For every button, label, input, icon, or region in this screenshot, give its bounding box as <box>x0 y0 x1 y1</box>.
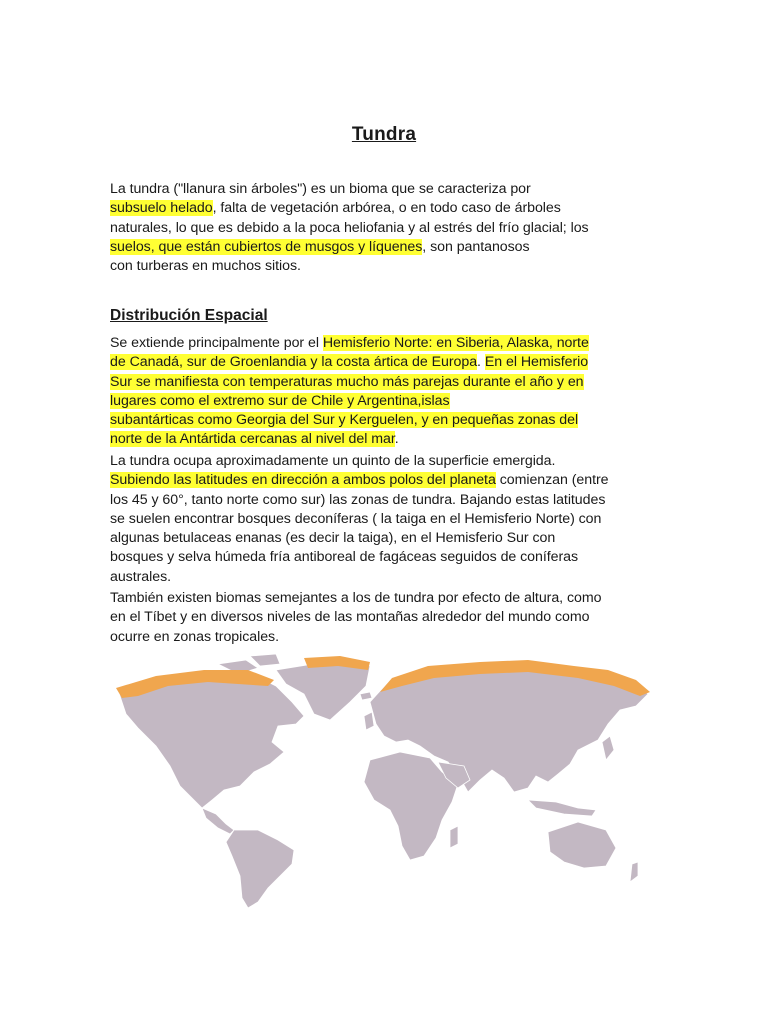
text-line <box>110 471 670 490</box>
text-line <box>110 430 670 449</box>
text-run: con turberas en muchos sitios. <box>110 258 301 275</box>
coverage-paragraph <box>110 452 670 587</box>
text-run: La tundra ocupa aproximadamente un quinto de la superficie emergida. <box>110 453 556 469</box>
page-title: Tundra <box>351 124 417 145</box>
land-masses <box>118 654 648 908</box>
text-run: se suelen encontrar bosques deconíferas ( la taiga en el Hemisferio Norte) con <box>110 510 602 527</box>
section-heading: Distribución Espacial <box>110 307 268 324</box>
text-line <box>110 568 670 587</box>
text-line <box>110 411 670 430</box>
text-line <box>110 180 670 199</box>
distribution-paragraph <box>110 334 670 450</box>
highlighted-text: lugares como el extremo sur de Chile y Argentina,islas <box>110 392 450 409</box>
text-run: bosques y selva húmeda fría antiboreal de fagáceas seguidos de coníferas <box>110 549 579 566</box>
text-line <box>110 491 670 510</box>
text-line <box>110 373 670 392</box>
text-run: También existen biomas semejantes a los de tundra por efecto de altura, como <box>110 590 602 606</box>
highlighted-text: subsuelo helado <box>110 200 213 217</box>
highlighted-text: norte de la Antártida cercanas al nivel del mar <box>110 431 395 448</box>
text-run: Se extiende principalmente por el <box>110 335 323 351</box>
text-line <box>110 548 670 567</box>
world-map-icon <box>108 650 660 912</box>
highlighted-text: de Canadá, sur de Groenlandia y la costa ártica de Europa <box>110 354 478 371</box>
highlighted-text: Hemisferio Norte: en Siberia, Alaska, norte <box>322 335 589 351</box>
highlighted-text: Subiendo las latitudes en dirección a ambos polos del planeta <box>110 472 496 489</box>
text-run: los 45 y 60°, tanto norte como sur) las zonas de tundra. Bajando estas latitudes <box>110 491 606 508</box>
text-line <box>110 452 670 471</box>
altitude-paragraph <box>110 589 670 647</box>
text-line <box>110 257 670 276</box>
text-line <box>110 199 670 218</box>
highlighted-text: Sur se manifiesta con temperaturas mucho más parejas durante el año y en <box>110 373 584 390</box>
text-line <box>110 392 670 411</box>
world-map-image <box>108 650 660 912</box>
text-line <box>110 334 670 353</box>
text-run: . <box>394 431 399 448</box>
highlighted-text: subantárticas como Georgia del Sur y Kerguelen, y en pequeñas zonas del <box>110 412 579 429</box>
text-run: algunas betulaceas enanas (es decir la taiga), en el Hemisferio Sur con <box>110 530 556 547</box>
text-run: . <box>477 354 485 371</box>
text-run: en el Tíbet y en diversos niveles de las montañas alrededor del mundo como <box>110 609 590 626</box>
text-run: australes. <box>110 568 172 585</box>
text-run: naturales, lo que es debido a la poca heliofania y al estrés del frío glacial; los <box>110 219 589 236</box>
text-line <box>110 529 670 548</box>
text-run: comienzan (entre <box>495 472 609 489</box>
text-line <box>110 628 670 647</box>
text-line <box>110 608 670 627</box>
text-run: , falta de vegetación arbórea, o en todo caso de árboles <box>212 200 561 217</box>
text-line <box>110 219 670 238</box>
text-line <box>110 353 670 372</box>
text-line <box>110 589 670 608</box>
text-line <box>110 238 670 257</box>
text-run: , son pantanosos <box>422 238 530 255</box>
text-run: ocurre en zonas tropicales. <box>110 628 279 645</box>
text-run: La tundra ("llanura sin árboles") es un bioma que se caracteriza por <box>110 181 531 197</box>
intro-paragraph <box>110 180 670 276</box>
highlighted-text: En el Hemisferio <box>484 354 589 371</box>
text-line <box>110 510 670 529</box>
highlighted-text: suelos, que están cubiertos de musgos y líquenes <box>110 238 423 255</box>
